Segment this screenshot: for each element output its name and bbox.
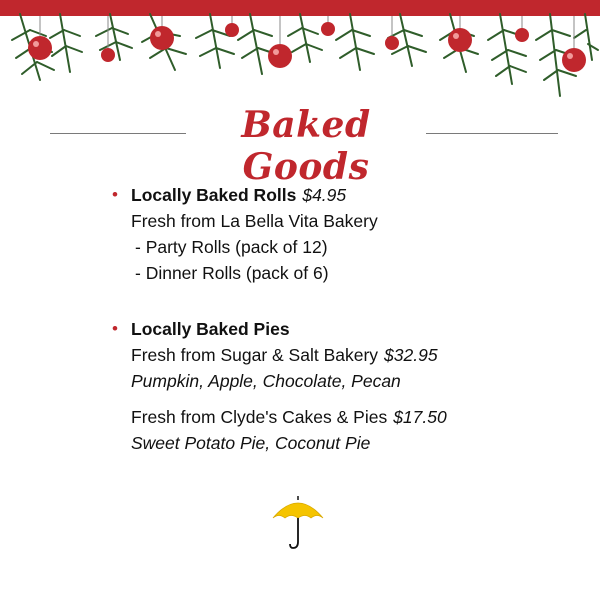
item-price: $4.95 [302, 185, 347, 205]
yellow-umbrella-icon [270, 494, 326, 550]
title-divider-left [50, 133, 186, 134]
page-title: Baked Goods [241, 104, 371, 188]
bullet-icon: • [112, 185, 118, 204]
menu-item-pies [112, 316, 552, 456]
vendor-source: Fresh from Sugar & Salt Bakery [131, 345, 379, 365]
pine-garland-icon [0, 0, 600, 110]
item-name: Locally Baked Pies [131, 319, 290, 339]
menu-item-rolls [112, 182, 552, 286]
title-row [0, 104, 600, 188]
vendor-price: $32.95 [384, 345, 438, 365]
item-option: - Party Rolls (pack of 12) [135, 237, 328, 257]
item-option: - Dinner Rolls (pack of 6) [135, 263, 329, 283]
bullet-icon: • [112, 319, 118, 338]
vendor-source: Fresh from Clyde's Cakes & Pies [131, 407, 388, 427]
item-name: Locally Baked Rolls [131, 185, 297, 205]
title-divider-right [426, 133, 558, 134]
menu-list [112, 182, 552, 456]
vendor-price: $17.50 [393, 407, 447, 427]
vendor-flavors: Pumpkin, Apple, Chocolate, Pecan [131, 371, 401, 391]
vendor-flavors: Sweet Potato Pie, Coconut Pie [131, 433, 371, 453]
item-source: Fresh from La Bella Vita Bakery [131, 211, 378, 231]
